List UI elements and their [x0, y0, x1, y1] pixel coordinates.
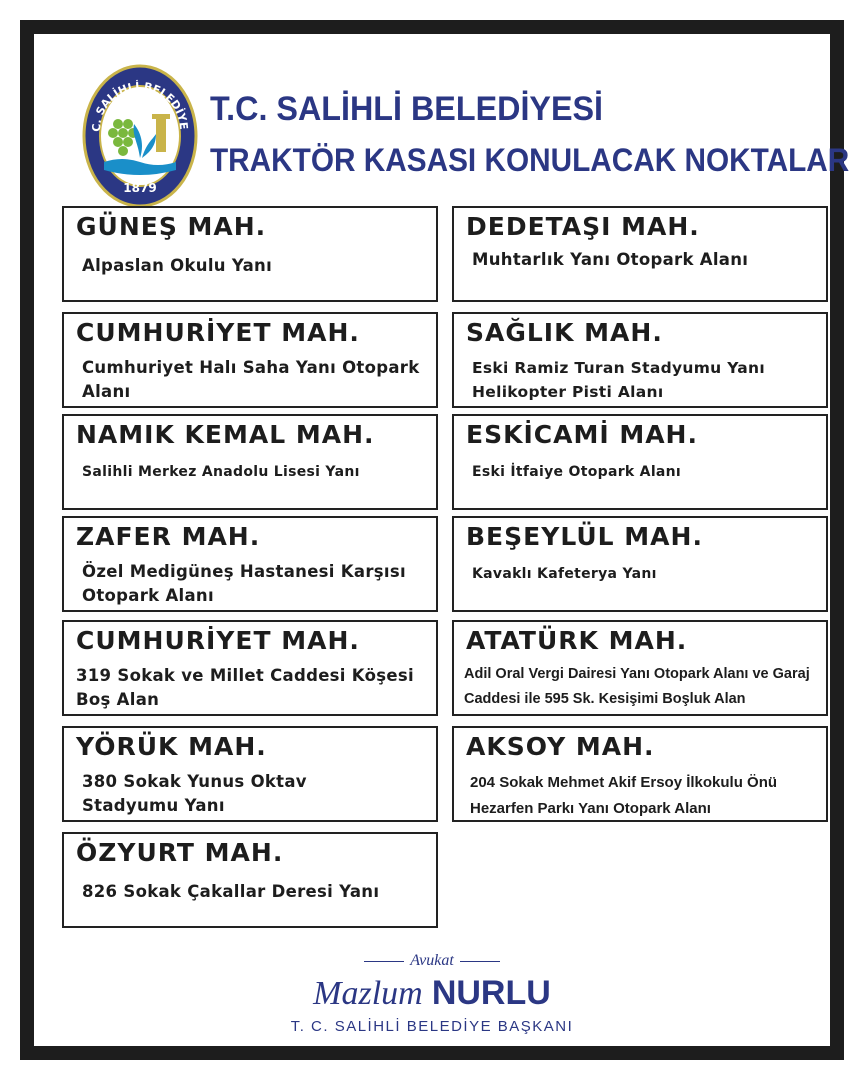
- footer-title: [34, 952, 830, 970]
- location-description: Alpaslan Okulu Yanı: [82, 256, 273, 275]
- location-card: [62, 726, 438, 822]
- neighborhood-name: GÜNEŞ MAH.: [76, 212, 267, 241]
- location-card: [62, 414, 438, 510]
- neighborhood-name: ÖZYURT MAH.: [76, 838, 284, 867]
- location-card: [452, 726, 828, 822]
- location-description: 380 Sokak Yunus Oktav Stadyumu Yanı: [82, 772, 307, 815]
- neighborhood-name: CUMHURİYET MAH.: [76, 626, 360, 655]
- mayor-first-name: Mazlum: [313, 975, 423, 1012]
- location-description: 319 Sokak ve Millet Caddesi Köşesi Boş Alan: [76, 666, 414, 709]
- location-card: [62, 832, 438, 928]
- poster-frame: [20, 20, 850, 1060]
- location-description: Eski İtfaiye Otopark Alanı: [472, 464, 682, 480]
- location-card: [452, 620, 828, 716]
- location-description: 826 Sokak Çakallar Deresi Yanı: [82, 882, 380, 901]
- neighborhood-name: BEŞEYLÜL MAH.: [466, 522, 703, 551]
- logo-arc-text: C. SALİHLİ BELEDİYE: [89, 79, 191, 132]
- neighborhood-name: ATATÜRK MAH.: [466, 626, 688, 655]
- neighborhood-name: ESKİCAMİ MAH.: [466, 420, 698, 449]
- neighborhood-name: CUMHURİYET MAH.: [76, 318, 360, 347]
- location-description: Cumhuriyet Halı Saha Yanı Otopark Alanı: [82, 358, 420, 401]
- poster-body: [34, 34, 850, 1046]
- municipality-logo: [82, 62, 198, 212]
- location-description: Eski Ramiz Turan Stadyumu Yanı Helikopter Pisti Alanı: [472, 359, 766, 401]
- location-card: [452, 516, 828, 612]
- location-description: Salihli Merkez Anadolu Lisesi Yanı: [82, 464, 360, 480]
- divider: [460, 961, 500, 962]
- mayor-name: [34, 974, 830, 1013]
- location-description: Adil Oral Vergi Dairesi Yanı Otopark Alanı ve Garaj Caddesi ile 595 Sk. Kesişimi Boşluk Alan: [464, 666, 810, 707]
- neighborhood-name: YÖRÜK MAH.: [76, 732, 267, 761]
- location-description: Muhtarlık Yanı Otopark Alanı: [472, 250, 749, 269]
- mayor-position: T. C. SALİHLİ BELEDİYE BAŞKANI: [290, 1018, 574, 1035]
- neighborhood-name: ZAFER MAH.: [76, 522, 261, 551]
- location-card: [62, 620, 438, 716]
- logo-year: 1879: [123, 181, 157, 195]
- page-title: T.C. SALİHLİ BELEDİYESİ: [210, 90, 604, 128]
- neighborhood-name: DEDETAŞI MAH.: [466, 212, 700, 241]
- neighborhood-name: NAMIK KEMAL MAH.: [76, 420, 375, 449]
- location-card: [452, 414, 828, 510]
- footer-title-text: Avukat: [410, 952, 454, 969]
- location-card: [62, 312, 438, 408]
- page-subtitle: TRAKTÖR KASASI KONULACAK NOKTALAR: [210, 142, 850, 178]
- neighborhood-name: SAĞLIK MAH.: [466, 318, 663, 347]
- location-card: [62, 206, 438, 302]
- location-description: 204 Sokak Mehmet Akif Ersoy İlkokulu Önü Hezarfen Parkı Yanı Otopark Alanı: [470, 774, 778, 817]
- divider: [364, 961, 404, 962]
- location-description: Kavaklı Kafeterya Yanı: [472, 566, 657, 582]
- location-card: [452, 312, 828, 408]
- neighborhood-name: AKSOY MAH.: [466, 732, 655, 761]
- location-card: [62, 516, 438, 612]
- location-description: Özel Medigüneş Hastanesi Karşısı Otopark Alanı: [82, 562, 406, 605]
- location-card: [452, 206, 828, 302]
- mayor-last-name: NURLU: [431, 974, 551, 1012]
